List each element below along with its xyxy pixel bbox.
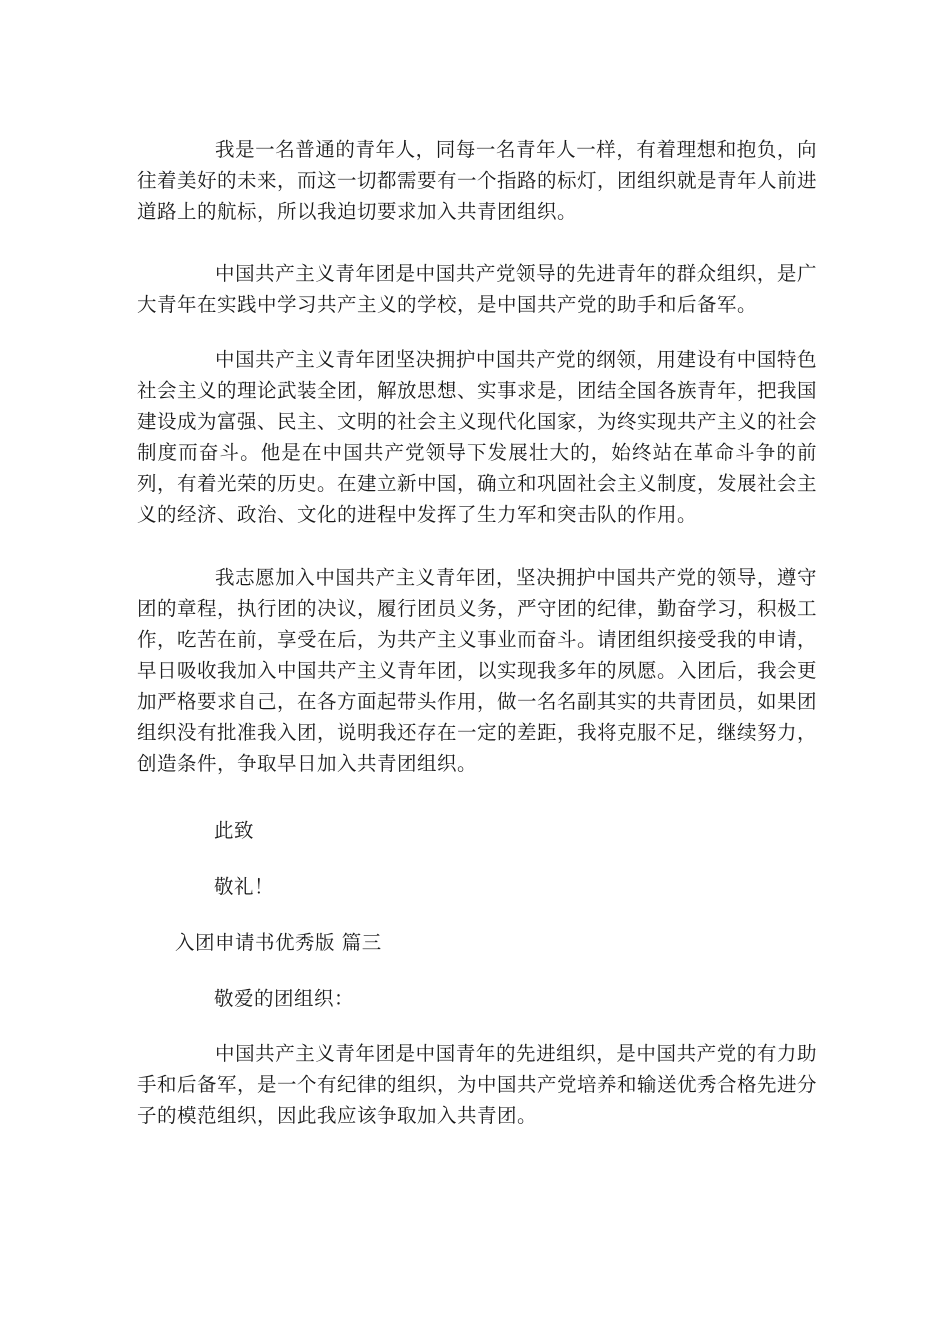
paragraph-league-program: 中国共产主义青年团坚决拥护中国共产党的纲领，用建设有中国特色社会主义的理论武装全团，解放思想、实事求是，团结全国各族青年，把我国建设成为富强、民主、文明的社会主义现代化国家，为终实现共产主义的社会制度而奋斗。他是在中国共产党领导下发展壮大的，始终站在革命斗争的前列，有着光荣的历史。在建立新中国，确立和巩固社会主义制度，发展社会主义的经济、政治、文化的进程中发挥了生力军和突击队的作用。 bbox=[137, 348, 818, 526]
paragraph-league-intro: 中国共产主义青年团是中国青年的先进组织，是中国共产党的有力助手和后备军，是一个有纪律的组织，为中国共产党培养和输送优秀合格先进分子的模范组织，因此我应该争取加入共青团。 bbox=[137, 1042, 818, 1127]
closing-jingli: 敬礼！ bbox=[214, 875, 275, 898]
paragraph-league-definition: 中国共产主义青年团是中国共产党领导的先进青年的群众组织，是广大青年在实践中学习共产主义的学校，是中国共产党的助手和后备军。 bbox=[137, 262, 817, 316]
salutation: 敬爱的团组织： bbox=[214, 987, 355, 1010]
closing-zhici: 此致 bbox=[214, 819, 255, 842]
paragraph-aspiration: 我是一名普通的青年人，同每一名青年人一样，有着理想和抱负，向往着美好的未来，而这一切都需要有一个指路的标灯，团组织就是青年人前进道路上的航标，所以我迫切要求加入共青团组织。 bbox=[137, 138, 818, 223]
section-title: 入团申请书优秀版 篇三 bbox=[175, 931, 382, 954]
paragraph-pledge: 我志愿加入中国共产主义青年团，坚决拥护中国共产党的领导，遵守团的章程，执行团的决议，履行团员义务，严守团的纪律，勤奋学习，积极工作，吃苦在前，享受在后，为共产主义事业而奋斗。请团组织接受我的申请，早日吸收我加入中国共产主义青年团，以实现我多年的夙愿。入团后，我会更加严格要求自己，在各方面起带头作用，做一名名副其实的共青团员，如果团组织没有批准我入团，说明我还存在一定的差距，我将克服不足，继续努力，创造条件，争取早日加入共青团组织。 bbox=[137, 566, 818, 775]
